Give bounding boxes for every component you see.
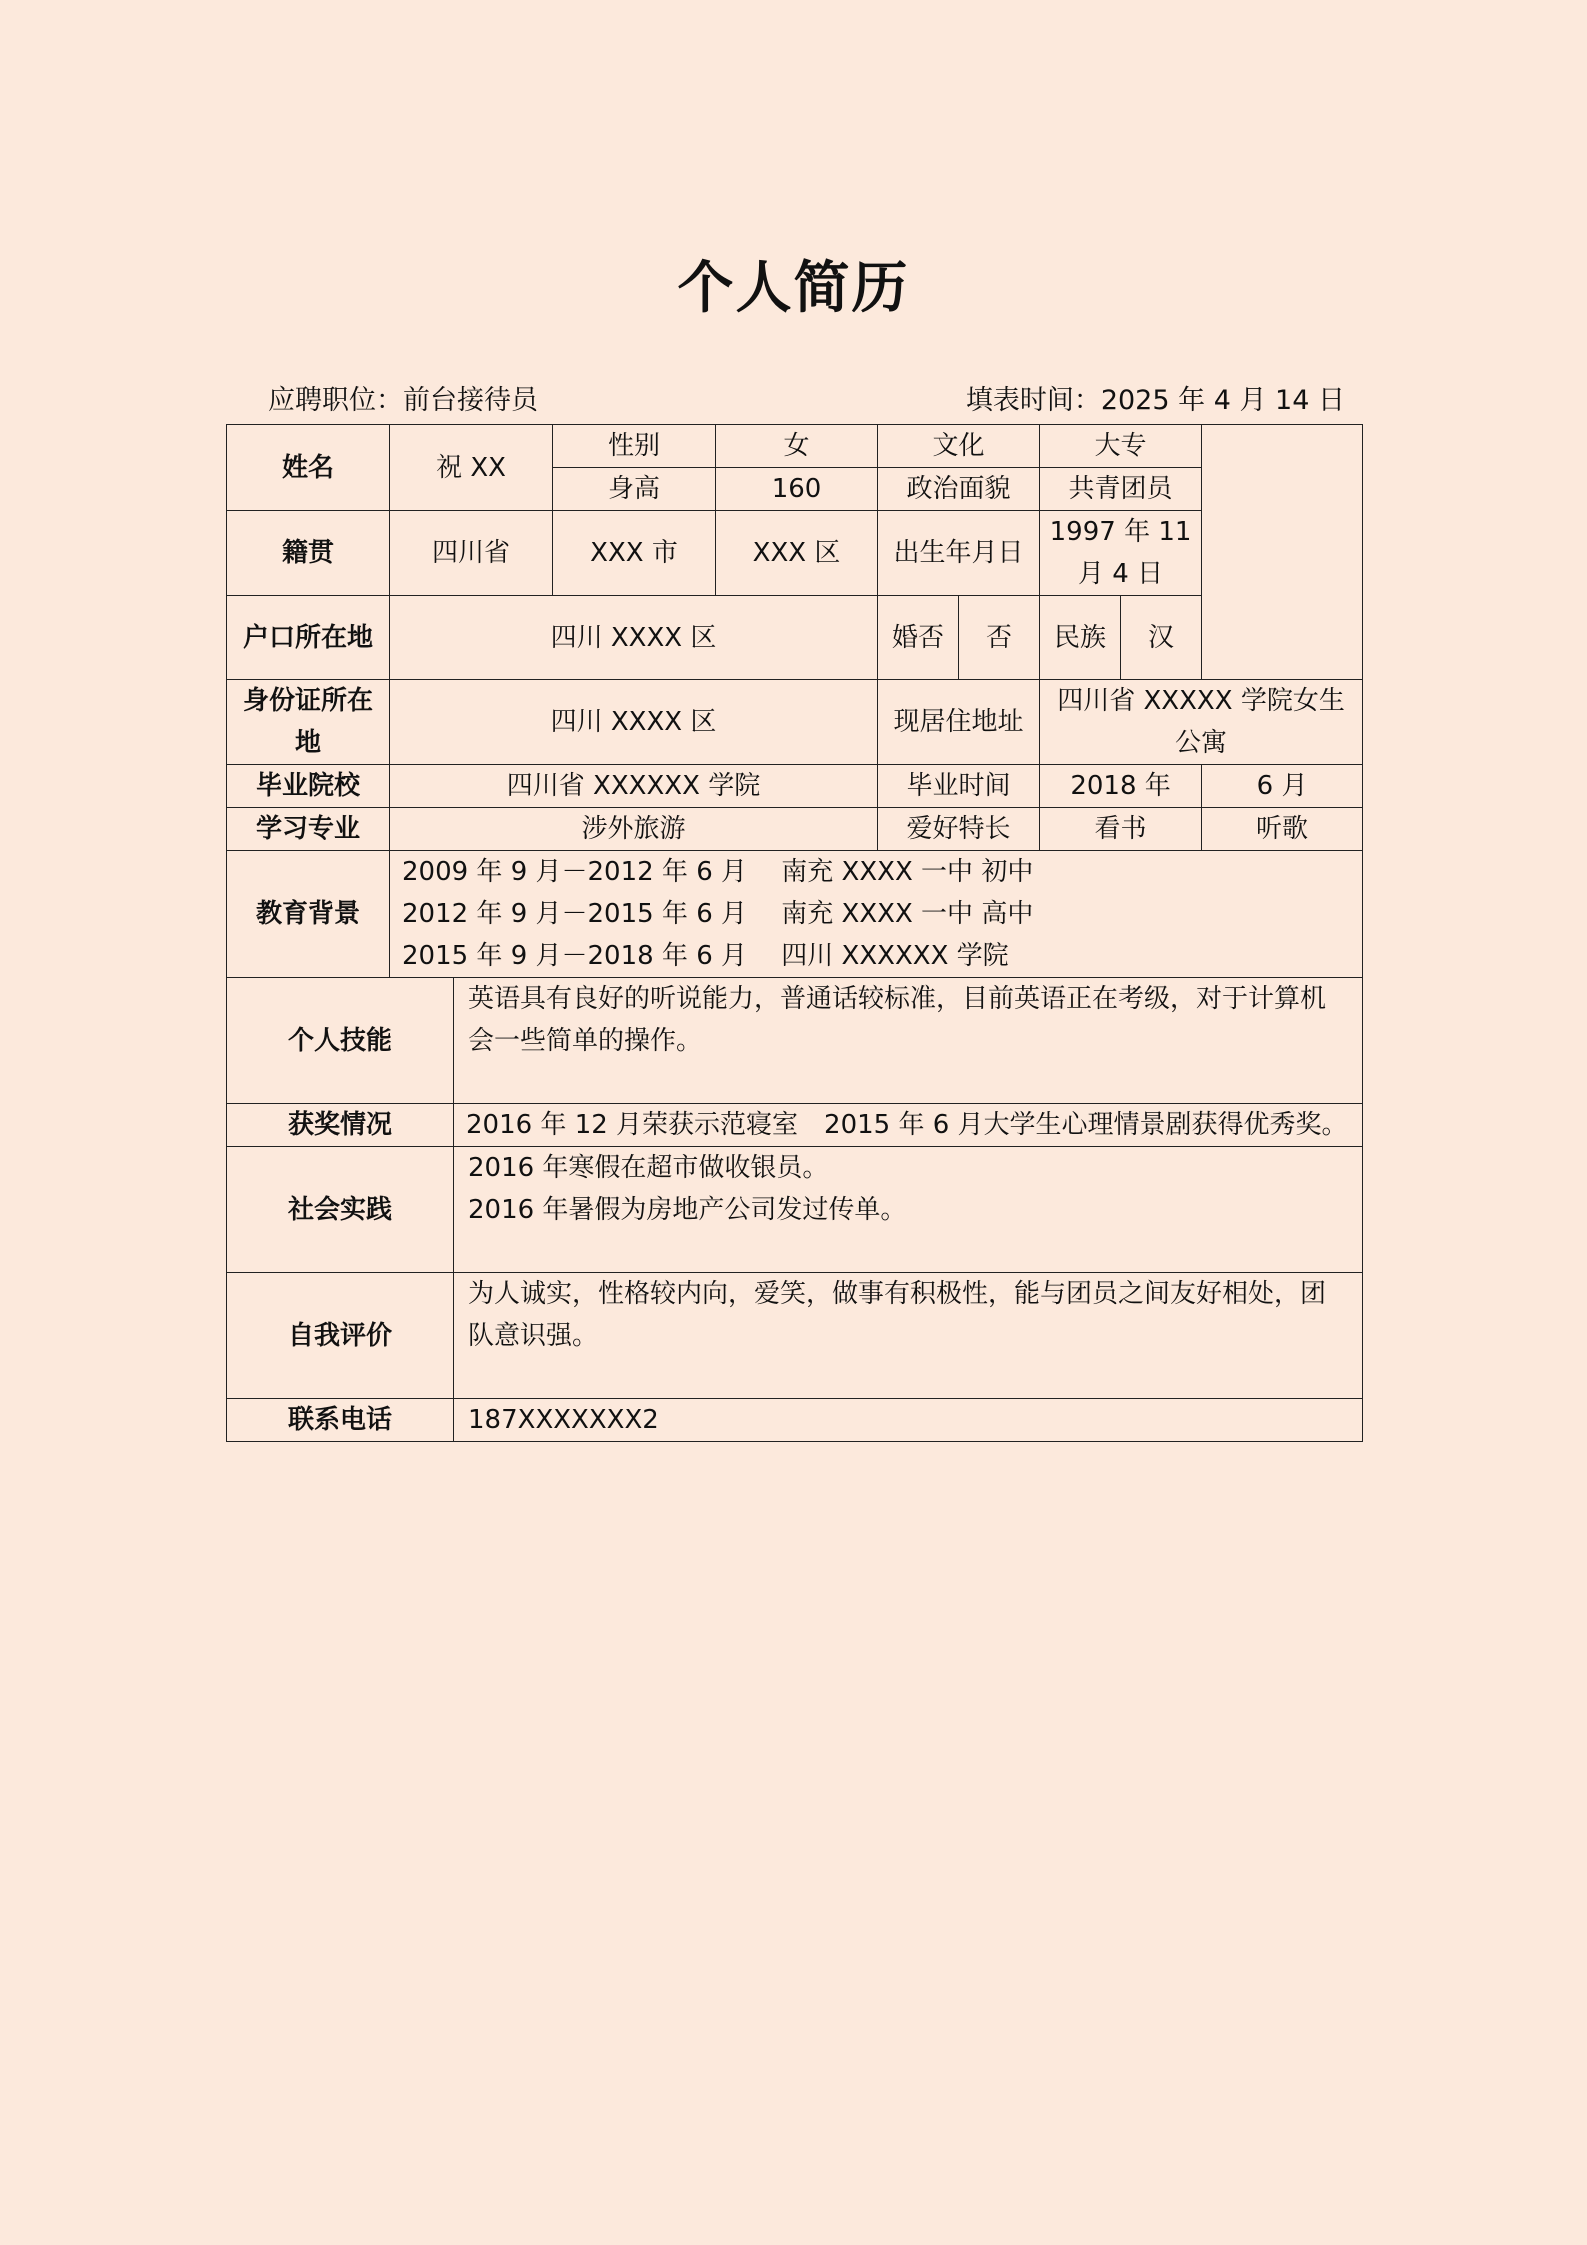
school-value: 四川省 XXXXXX 学院 <box>390 765 878 808</box>
graduation-month: 6 月 <box>1202 765 1363 808</box>
education-level-value: 大专 <box>1040 425 1202 468</box>
skills-content: 英语具有良好的听说能力，普通话较标准，目前英语正在考级，对于计算机会一些简单的操作。 <box>468 984 1327 1056</box>
residence-label: 现居住地址 <box>878 680 1040 765</box>
native-province: 四川省 <box>390 511 553 596</box>
awards-label: 获奖情况 <box>227 1104 454 1147</box>
native-district: XXX 区 <box>716 511 878 596</box>
table-row <box>227 1273 1363 1399</box>
residence-value: 四川省 XXXXX 学院女生公寓 <box>1040 680 1363 765</box>
height-value: 160 <box>716 468 878 511</box>
gender-value: 女 <box>716 425 878 468</box>
gender-label: 性别 <box>553 425 716 468</box>
table-row <box>227 851 1363 978</box>
native-city: XXX 市 <box>553 511 716 596</box>
hukou-value: 四川 XXXX 区 <box>390 596 878 680</box>
birth-date-label: 出生年月日 <box>878 511 1040 596</box>
name-value: 祝 XX <box>390 425 553 511</box>
practice-item: 2016 年暑假为房地产公司发过传单。 <box>468 1195 907 1225</box>
hobby-label: 爱好特长 <box>878 808 1040 851</box>
skills-label: 个人技能 <box>227 978 454 1104</box>
marital-value: 否 <box>959 596 1040 680</box>
table-row <box>227 511 1363 596</box>
self-evaluation-label: 自我评价 <box>227 1273 454 1399</box>
id-location-label: 身份证所在地 <box>227 680 390 765</box>
practice-item: 2016 年寒假在超市做收银员。 <box>468 1153 829 1183</box>
education-item: 2012 年 9 月－2015 年 6 月 南充 XXXX 一中 高中 <box>402 899 1034 929</box>
education-item: 2015 年 9 月－2018 年 6 月 四川 XXXXXX 学院 <box>402 941 1009 971</box>
education-background-label: 教育背景 <box>227 851 390 978</box>
fill-date-value: 2025 年 4 月 14 日 <box>1100 385 1345 416</box>
table-row <box>227 680 1363 765</box>
ethnic-label: 民族 <box>1040 596 1121 680</box>
id-location-value: 四川 XXXX 区 <box>390 680 878 765</box>
height-label: 身高 <box>553 468 716 511</box>
contact-phone-value <box>454 1399 1363 1442</box>
resume-table <box>226 424 1363 1442</box>
social-practice-label: 社会实践 <box>227 1147 454 1273</box>
marital-label: 婚否 <box>878 596 959 680</box>
major-label: 学习专业 <box>227 808 390 851</box>
education-item: 2009 年 9 月－2012 年 6 月 南充 XXXX 一中 初中 <box>402 857 1034 887</box>
table-row <box>227 808 1363 851</box>
graduation-year: 2018 年 <box>1040 765 1202 808</box>
political-status-label: 政治面貌 <box>878 468 1040 511</box>
fill-date <box>966 383 1345 419</box>
name-label: 姓名 <box>227 425 390 511</box>
table-row <box>227 1399 1363 1442</box>
page-title: 个人简历 <box>677 255 910 321</box>
table-row <box>227 596 1363 680</box>
awards-content: 2016 年 12 月荣获示范寝室 2015 年 6 月大学生心理情景剧获得优秀奖。 <box>466 1110 1348 1140</box>
hukou-label: 户口所在地 <box>227 596 390 680</box>
contact-phone-label: 联系电话 <box>227 1399 454 1442</box>
native-place-label: 籍贯 <box>227 511 390 596</box>
applied-position-value: 前台接待员 <box>403 385 538 416</box>
graduation-time-label: 毕业时间 <box>878 765 1040 808</box>
table-row <box>227 978 1363 1104</box>
major-value: 涉外旅游 <box>390 808 878 851</box>
table-row <box>227 765 1363 808</box>
applied-position-label: 应聘职位： <box>268 385 403 416</box>
applied-position <box>268 383 538 419</box>
table-row <box>227 425 1363 468</box>
hobby-value-2: 听歌 <box>1202 808 1363 851</box>
self-evaluation-content: 为人诚实，性格较内向，爱笑，做事有积极性，能与团员之间友好相处，团队意识强。 <box>468 1279 1327 1351</box>
fill-date-label: 填表时间： <box>965 385 1101 416</box>
photo-placeholder <box>1202 425 1363 680</box>
skills-text <box>454 978 1363 1104</box>
self-evaluation-text <box>454 1273 1363 1399</box>
table-row <box>227 1104 1363 1147</box>
education-level-label: 文化 <box>878 425 1040 468</box>
school-label: 毕业院校 <box>227 765 390 808</box>
birth-date-value: 1997 年 11 月 4 日 <box>1040 511 1202 596</box>
ethnic-value: 汉 <box>1121 596 1202 680</box>
political-status-value: 共青团员 <box>1040 468 1202 511</box>
hobby-value-1: 看书 <box>1040 808 1202 851</box>
awards-text <box>454 1104 1363 1147</box>
social-practice-list <box>454 1147 1363 1273</box>
contact-phone-number: 187XXXXXXX2 <box>468 1405 659 1435</box>
table-row <box>227 1147 1363 1273</box>
education-background-list <box>390 851 1363 978</box>
